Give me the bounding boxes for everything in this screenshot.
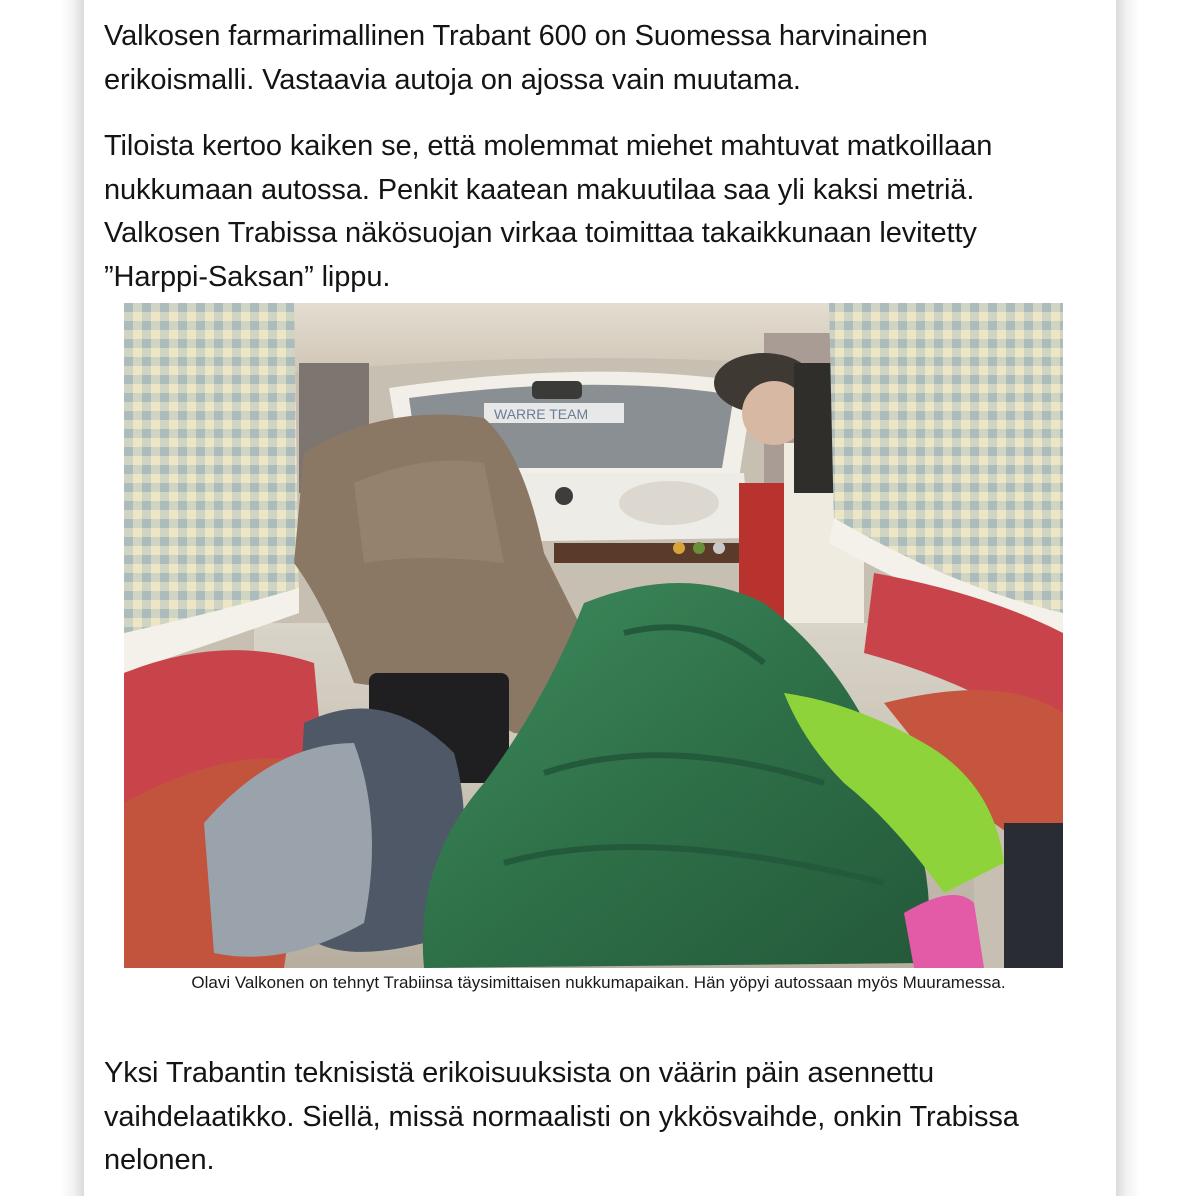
article-photo <box>124 303 1063 968</box>
article-paragraph: Tiloista kertoo kaiken se, että molemmat miehet mahtuvat matkoillaan nukkumaan autossa. Penkit kaatean makuutilaa saa yli kaksi metriä. Valkosen Trabissa näkösuojan virkaa toimittaa takaikkunaan levitetty ”Harppi-Saksan” lippu. <box>104 130 993 293</box>
team-sign-text: WARRE TEAM <box>494 406 589 422</box>
page-shadow-left <box>60 0 84 1196</box>
dark-box <box>1004 823 1063 968</box>
photo-caption: Olavi Valkonen on tehnyt Trabiinsa täysimittaisen nukkumapaikan. Hän yöpyi autossaan myös Muuramessa. <box>191 973 1006 992</box>
page-shadow-right <box>1116 0 1140 1196</box>
article-paragraph: Yksi Trabantin teknisistä erikoisuuksista on väärin päin asennettu vaihdelaatikko. Siellä, missä normaalisti on ykkösvaihde, onkin Trabissa nelonen. <box>104 1057 1019 1176</box>
article-paragraph: Valkosen farmarimallinen Trabant 600 on Suomessa harvinainen erikoismalli. Vastaavia autoja on ajossa vain muutama. <box>104 20 928 96</box>
article-body <box>84 0 1116 1196</box>
